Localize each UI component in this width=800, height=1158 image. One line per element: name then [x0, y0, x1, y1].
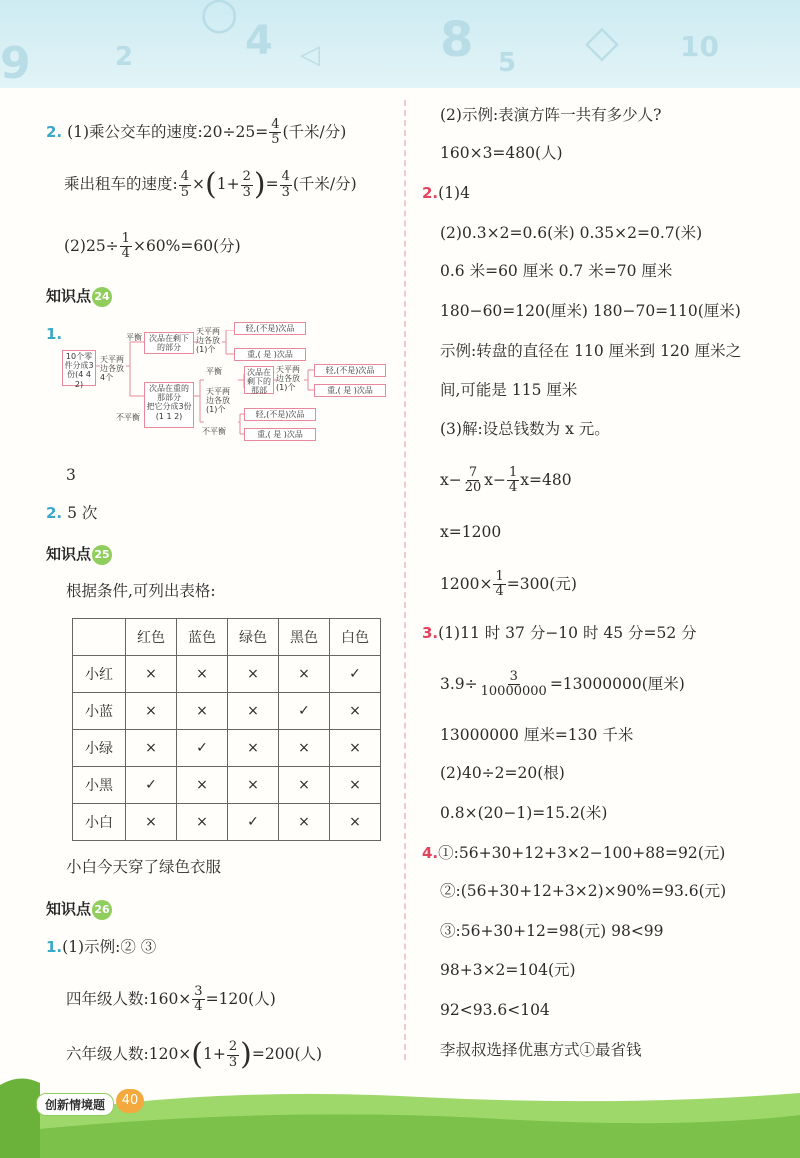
right-line-r1: (2)示例:表演方阵一共有多少人?	[440, 106, 662, 124]
knowledge-point-26: 知识点 26	[46, 898, 112, 920]
left-kp26-q1-line2: 四年级人数:160× $\frac{3}{4}$ =120(人)	[66, 984, 276, 1015]
right-q2-line8: x− $\frac{7}{20}$ x− $\frac{1}{4}$ x=480	[440, 465, 572, 496]
table-row-label: 小白	[73, 804, 126, 841]
deco-digit: 2	[115, 42, 134, 72]
right-q4-line1: 4.①:56+30+12+3×2−100+88=92(元)	[422, 844, 726, 862]
tree-unbalance-label: 不平衡	[116, 413, 140, 422]
table-cell: ✓	[279, 693, 330, 730]
bottom-grass-decoration	[0, 1075, 800, 1158]
triangle-icon: ◁	[300, 40, 320, 70]
table-row	[73, 767, 381, 804]
table-cell: ×	[330, 767, 381, 804]
table-cell: ×	[330, 804, 381, 841]
kp-badge: 24	[92, 287, 112, 307]
table-cell: ×	[279, 656, 330, 693]
right-q2-line1: 2.(1)4	[422, 184, 470, 202]
fraction: $\frac{3}{4}$	[194, 984, 203, 1015]
diamond-icon: ◇	[585, 16, 619, 67]
table-row	[73, 693, 381, 730]
table-header-cell: 黑色	[279, 619, 330, 656]
tree-weigh-label: 天平两边各放(1)个	[276, 365, 300, 392]
table-cell: ×	[279, 767, 330, 804]
color-logic-table	[72, 618, 381, 841]
table-cell: ×	[126, 730, 177, 767]
tree-box-heavy-part: 次品在重的那部分 把它分成3份(1 1 2)	[144, 382, 194, 428]
top-decorative-band	[0, 0, 800, 88]
left-kp24-q1-num: 1.	[46, 325, 63, 343]
tree-balance-label: 平衡	[126, 333, 142, 342]
knowledge-point-24: 知识点 24	[46, 285, 112, 307]
right-q3-line3: 13000000 厘米=130 千米	[440, 726, 634, 744]
kp-badge: 25	[92, 545, 112, 565]
left-answer-3: 3	[66, 466, 76, 484]
table-header-cell: 白色	[330, 619, 381, 656]
table-cell: ×	[126, 693, 177, 730]
table-cell: ×	[126, 804, 177, 841]
right-q2-line4: 180−60=120(厘米) 180−70=110(厘米)	[440, 302, 741, 320]
tree-result-light: 轻,(不是)次品	[244, 408, 316, 421]
column-divider	[404, 100, 406, 1060]
deco-digit: 4	[245, 18, 273, 64]
table-row-label: 小绿	[73, 730, 126, 767]
right-q2-line9: x=1200	[440, 523, 502, 541]
tree-balance-label: 平衡	[206, 367, 222, 376]
left-kp26-q1-line1: 1.(1)示例:② ③	[46, 938, 157, 956]
table-cell: ×	[330, 693, 381, 730]
table-cell: ✓	[177, 730, 228, 767]
right-q3-line4: (2)40÷2=20(根)	[440, 764, 565, 782]
fraction: $\frac{7}{20}$	[464, 465, 482, 496]
right-q3-line5: 0.8×(20−1)=15.2(米)	[440, 804, 608, 822]
knowledge-point-25: 知识点 25	[46, 543, 112, 565]
table-header-cell: 绿色	[228, 619, 279, 656]
tree-result-heavy: 重,( 是 )次品	[314, 384, 386, 397]
tree-result-light: 轻,(不是)次品	[234, 322, 306, 335]
right-q2-line5: 示例:转盘的直径在 110 厘米到 120 厘米之	[440, 342, 742, 360]
tree-weigh-label: 天平两边各放(1)个	[196, 327, 220, 354]
deco-digit: 9	[0, 38, 31, 88]
right-q3-line1: 3.(1)11 时 37 分−10 时 45 分=52 分	[422, 624, 697, 642]
right-q2-line7: (3)解:设总钱数为 x 元。	[440, 420, 610, 438]
deco-digit: 10	[680, 30, 719, 63]
table-cell: ×	[279, 804, 330, 841]
table-conclusion: 小白今天穿了绿色衣服	[66, 858, 222, 876]
left-q2-line1: 2. (1)乘公交车的速度:20÷25= $\frac{4}{5}$ (千米/分)	[46, 117, 347, 148]
table-cell: ×	[279, 730, 330, 767]
table-cell: ×	[177, 767, 228, 804]
fraction: $\frac{1}{4}$	[509, 465, 518, 496]
table-cell: ×	[177, 693, 228, 730]
tree-weigh-label: 天平两边各放4个	[100, 355, 124, 382]
page-number: 40	[116, 1089, 144, 1113]
left-q2-line3: (2)25÷ $\frac{1}{4}$ ×60%=60(分)	[64, 231, 241, 262]
tree-weigh-label: 天平两边各放(1)个	[206, 387, 230, 414]
table-row-label: 小红	[73, 656, 126, 693]
table-cell: ×	[177, 656, 228, 693]
fraction: $\frac{2}{3}$	[228, 1039, 238, 1070]
kp-badge: 26	[92, 900, 112, 920]
table-header-row	[73, 619, 381, 656]
weighing-tree-diagram	[60, 324, 400, 450]
table-cell: ✓	[228, 804, 279, 841]
deco-digit: 8	[440, 12, 474, 68]
right-q4-line4: 98+3×2=104(元)	[440, 961, 576, 979]
right-q4-line3: ③:56+30+12=98(元) 98<99	[440, 922, 664, 940]
tree-box-remaining-2: 次品在剩下的那部	[244, 366, 274, 394]
table-cell: ✓	[126, 767, 177, 804]
table-row	[73, 730, 381, 767]
table-row-label: 小蓝	[73, 693, 126, 730]
left-kp26-q1-line3: 六年级人数:120×(1+ $\frac{2}{3}$ )=200(人)	[66, 1037, 323, 1072]
table-cell: ✓	[330, 656, 381, 693]
table-cell: ×	[228, 767, 279, 804]
table-cell: ×	[228, 693, 279, 730]
fraction: $\frac{1}{4}$	[495, 569, 504, 600]
left-q2b: 2. 5 次	[46, 504, 98, 522]
table-cell: ×	[228, 656, 279, 693]
tree-unbalance-label: 不平衡	[202, 427, 226, 436]
table-cell: ×	[228, 730, 279, 767]
right-q2-line2: (2)0.3×2=0.6(米) 0.35×2=0.7(米)	[440, 224, 703, 242]
table-row-label: 小黑	[73, 767, 126, 804]
right-q4-line5: 92<93.6<104	[440, 1001, 550, 1019]
tree-box-remaining: 次品在剩下的部分	[144, 332, 194, 354]
fraction: $\frac{4}{3}$	[281, 169, 290, 200]
right-line-r2: 160×3=480(人)	[440, 144, 563, 162]
table-row	[73, 656, 381, 693]
right-q2-line6: 间,可能是 115 厘米	[440, 381, 578, 399]
right-q2-line10: 1200× $\frac{1}{4}$ =300(元)	[440, 569, 577, 600]
left-q2-line2: 乘出租车的速度: $\frac{4}{5}$ ×(1+ $\frac{2}{3}$ )= $\frac{4}{3}$ (千米/分)	[64, 167, 357, 202]
right-q3-line2: 3.9÷ $\frac{3}{10000000}$ =13000000(厘米)	[440, 669, 685, 700]
right-q4-line6: 李叔叔选择优惠方式①最省钱	[440, 1041, 642, 1059]
fraction: $\frac{4}{5}$	[271, 117, 280, 148]
table-intro: 根据条件,可列出表格:	[66, 582, 216, 600]
deco-digit: 5	[498, 48, 517, 78]
table-cell: ×	[177, 804, 228, 841]
fraction: $\frac{2}{3}$	[242, 169, 251, 200]
table-header-cell: 红色	[126, 619, 177, 656]
table-row	[73, 804, 381, 841]
table-cell: ×	[126, 656, 177, 693]
table-header-cell: 蓝色	[177, 619, 228, 656]
tree-result-light: 轻,(不是)次品	[314, 364, 386, 377]
tree-root-box: 10个零件分成3份(4 4 2)	[62, 350, 96, 386]
fraction: $\frac{3}{10000000}$	[480, 669, 547, 700]
fraction: $\frac{4}{5}$	[180, 169, 190, 200]
tree-result-heavy: 重,( 是 )次品	[244, 428, 316, 441]
circle-icon: ○	[200, 0, 239, 39]
footer-tag: 创新情境题	[36, 1093, 114, 1116]
fraction: $\frac{1}{4}$	[121, 231, 130, 262]
table-header-cell	[73, 619, 126, 656]
tree-result-heavy: 重,( 是 )次品	[234, 348, 306, 361]
right-q2-line3: 0.6 米=60 厘米 0.7 米=70 厘米	[440, 262, 673, 280]
right-q4-line2: ②:(56+30+12+3×2)×90%=93.6(元)	[440, 882, 727, 900]
table-cell: ×	[330, 730, 381, 767]
